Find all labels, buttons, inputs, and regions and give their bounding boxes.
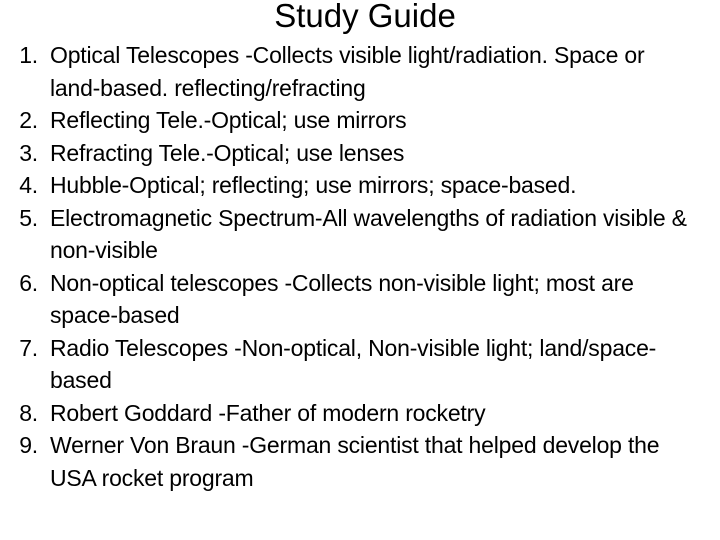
item-number: 4. [19, 172, 38, 198]
list-item [0, 267, 700, 332]
item-text: Reflecting Tele.-Optical; use mirrors [50, 107, 407, 133]
item-number: 7. [19, 334, 38, 361]
list-item [0, 202, 700, 267]
item-number: 1. [19, 42, 38, 68]
item-text: Hubble-Optical; reflecting; use mirrors; space-based. [50, 172, 577, 198]
list-item [0, 137, 700, 170]
list-item [0, 39, 700, 104]
item-number: 2. [19, 107, 38, 133]
list-item [0, 397, 700, 430]
item-number: 8. [19, 399, 38, 426]
item-number: 3. [19, 139, 38, 166]
item-number: 5. [19, 204, 38, 231]
item-text: Radio Telescopes -Non-optical, Non-visible light; land/space-based [50, 334, 657, 393]
item-text: Robert Goddard -Father of modern rocketry [50, 399, 486, 426]
item-text: Electromagnetic Spectrum-All wavelengths of radiation visible & non-visible [50, 204, 687, 263]
item-text: Optical Telescopes -Collects visible light/radiation. Space or land-based. reflecting/refracting [50, 42, 645, 101]
list-item [0, 169, 700, 202]
item-number: 6. [19, 269, 38, 296]
list-item [0, 429, 700, 494]
page-title: Study Guide [274, 0, 456, 34]
study-list [0, 39, 700, 494]
item-text: Werner Von Braun -German scientist that helped develop the USA rocket program [50, 432, 660, 491]
list-item [0, 104, 700, 137]
item-number: 9. [19, 432, 38, 458]
item-text: Non-optical telescopes -Collects non-visible light; most are space-based [50, 269, 634, 328]
list-item [0, 332, 700, 397]
item-text: Refracting Tele.-Optical; use lenses [50, 139, 405, 166]
